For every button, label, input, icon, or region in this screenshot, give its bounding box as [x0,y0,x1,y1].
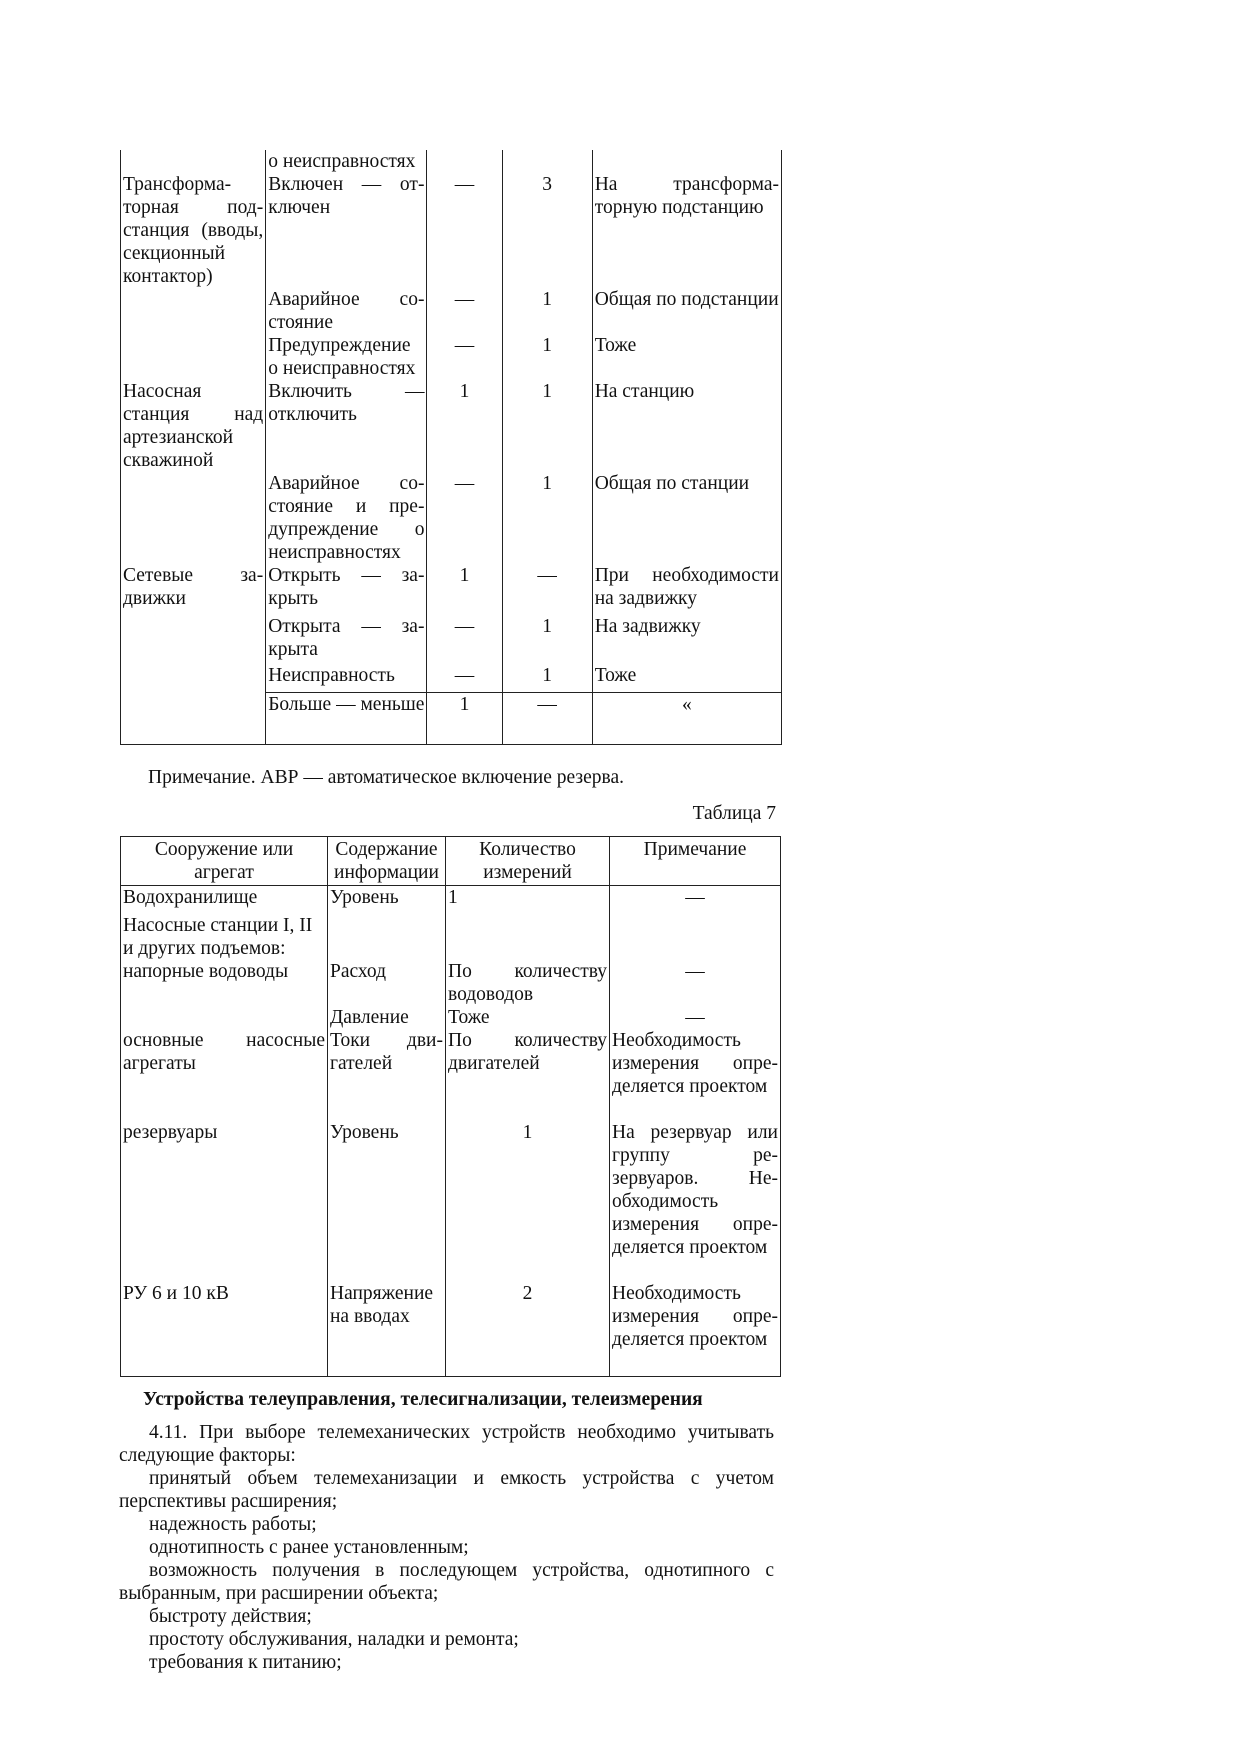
cell-signal-count: 1 [502,288,592,334]
paragraph: простоту обслуживания, наладки и ремонта; [149,1629,519,1650]
cell-note: На станцию [592,380,781,472]
cell-content [328,914,446,960]
table-header-row [121,837,781,886]
paragraph: однотипность с ранее установленным; [149,1537,469,1558]
measurements-table [120,836,781,1377]
cell-count [446,914,610,960]
cell-note: На резервуар или группу резервуаров. Необходимость измерения определяется проектом [610,1121,781,1282]
cell-signal-count: 1 [502,334,592,380]
header-note: Примечание [610,837,781,886]
cell-signal: Больше — меньше [266,692,427,744]
cell-structure: Сетевые задвижки [121,564,266,615]
cell-control [427,150,502,173]
cell-note: При необходимости на задвижку [592,564,781,615]
cell-signal-count: 1 [502,380,592,472]
cell-signal: Аварийное состояние и предупреждение о неисправностях [266,472,427,564]
cell-note: На трансформаторную подстанцию [592,173,781,288]
paragraph: принятый объем телемеханизации и емкость устройства с учетом перспективы расширения; [119,1468,774,1512]
cell-structure [121,150,266,173]
table-row [121,960,781,1006]
table-row [121,914,781,960]
cell-count: 2 [446,1282,610,1377]
table-note: Примечание. АВР — автоматическое включение резерва. [148,767,624,788]
cell-structure: Трансформаторная подстанция (вводы, секционный контактор) [121,173,266,288]
cell-signal: Неисправность [266,664,427,692]
cell-count: По количеству двигателей [446,1029,610,1121]
table-row [121,288,782,334]
table-row [121,1006,781,1029]
cell-note: Общая по подстанции [592,288,781,334]
table-row [121,380,782,472]
cell-note: — [610,886,781,914]
cell-note: Необходимость измерения определяется проектом [610,1282,781,1377]
cell-content: Токи двигателей [328,1029,446,1121]
cell-note: Тоже [592,334,781,380]
table-row [121,692,782,744]
cell-content: Напряжение на вводах [328,1282,446,1377]
cell-count: По количеству водоводов [446,960,610,1006]
cell-structure [121,692,266,744]
paragraph: возможность получения в последующем устройства, однотипного с выбранным, при расширении объекта; [119,1560,774,1604]
cell-signal-count: 1 [502,615,592,664]
cell-structure: Насосные станции I, II и других подъемов: [121,914,328,960]
table-row [121,564,782,615]
cell-signal-count [502,150,592,173]
table-row [121,334,782,380]
cell-content: Уровень [328,886,446,914]
cell-control: — [427,472,502,564]
table-row [121,664,782,692]
cell-content: Давление [328,1006,446,1029]
cell-note: На задвижку [592,615,781,664]
table-row [121,615,782,664]
cell-note: Необходимость измерения определяется проектом [610,1029,781,1121]
equipment-signal-table [120,150,782,745]
cell-structure [121,472,266,564]
cell-structure [121,1006,328,1029]
cell-control: — [427,334,502,380]
table-row [121,173,782,288]
cell-structure [121,664,266,692]
cell-signal: Открыта — закрыта [266,615,427,664]
header-structure: Сооружение или агрегат [121,837,328,886]
table-row [121,1029,781,1121]
cell-note [610,914,781,960]
cell-control: — [427,664,502,692]
cell-signal: Включен — отключен [266,173,427,288]
table-row [121,1282,781,1377]
cell-note: — [610,1006,781,1029]
cell-structure: основные насосные агрегаты [121,1029,328,1121]
cell-structure: резервуары [121,1121,328,1282]
cell-note: « [592,692,781,744]
cell-structure: Насосная станция над артезианской скважиной [121,380,266,472]
header-count: Количество измерений [446,837,610,886]
table-row [121,472,782,564]
cell-signal: о неисправностях [266,150,427,173]
table-row [121,886,781,914]
cell-note: Общая по станции [592,472,781,564]
cell-signal: Предупреждение о неисправностях [266,334,427,380]
cell-signal-count: — [502,564,592,615]
table-label: Таблица 7 [692,803,776,824]
cell-structure: РУ 6 и 10 кВ [121,1282,328,1377]
cell-control: — [427,615,502,664]
cell-signal: Аварийное состояние [266,288,427,334]
cell-count: 1 [446,886,610,914]
paragraph-body [119,1421,774,1674]
section-heading: Устройства телеуправления, телесигнализации, телеизмерения [143,1389,703,1410]
cell-signal-count: — [502,692,592,744]
paragraph: 4.11. При выборе телемеханических устройств необходимо учитывать следующие факторы: [119,1422,774,1466]
cell-note: Тоже [592,664,781,692]
cell-signal-count: 3 [502,173,592,288]
cell-structure: напорные водоводы [121,960,328,1006]
cell-note [592,150,781,173]
cell-count: 1 [446,1121,610,1282]
cell-structure: Водохранилище [121,886,328,914]
header-content: Содержание информации [328,837,446,886]
cell-structure [121,288,266,334]
cell-signal-count: 1 [502,664,592,692]
cell-control: 1 [427,380,502,472]
cell-content: Расход [328,960,446,1006]
cell-signal: Включить — отключить [266,380,427,472]
cell-control: — [427,173,502,288]
cell-control: — [427,288,502,334]
cell-control: 1 [427,692,502,744]
cell-structure [121,334,266,380]
cell-signal-count: 1 [502,472,592,564]
paragraph: быстроту действия; [149,1606,312,1627]
table-row [121,1121,781,1282]
table-row [121,150,782,173]
cell-note: — [610,960,781,1006]
paragraph: надежность работы; [149,1514,317,1535]
cell-signal: Открыть — закрыть [266,564,427,615]
cell-structure [121,615,266,664]
cell-control: 1 [427,564,502,615]
cell-count: Тоже [446,1006,610,1029]
paragraph: требования к питанию; [149,1652,342,1673]
cell-content: Уровень [328,1121,446,1282]
